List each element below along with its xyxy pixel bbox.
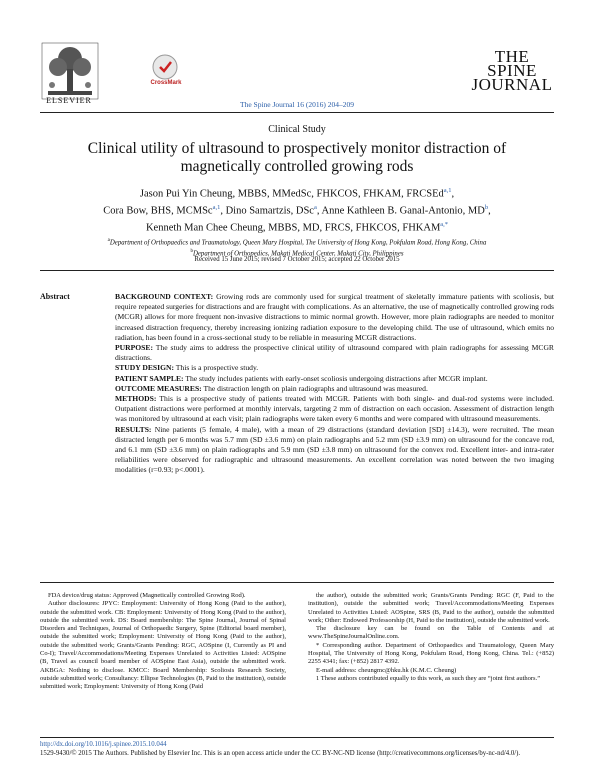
- footnote-email[interactable]: E-mail address: cheungmc@hku.hk (K.M.C. Cheung): [316, 666, 457, 674]
- bottom-divider: [40, 737, 554, 738]
- author-affil-sup[interactable]: a: [313, 204, 317, 211]
- author-name: Dino Samartzis, DSc: [225, 205, 314, 217]
- footnotes-right-column: [308, 592, 554, 683]
- abstract-section: OUTCOME MEASURES: The distraction length on plain radiographs and ultrasound was measured.: [115, 383, 428, 393]
- publisher-wordmark: ELSEVIER: [46, 96, 92, 105]
- author-name: Anne Kathleen B. Ganal-Antonio, MD: [321, 205, 485, 217]
- author-name: Jason Pui Yin Cheung, MBBS, MMedSc, FHKCOS, FHKAM, FRCSEd: [139, 188, 444, 200]
- affiliation-item: $^a$Department of Orthopaedics and Traumatology, Queen Mary Hospital, The University of Hong Kong, Pokfulam Road, Hong Kong, China: [107, 238, 487, 247]
- license-statement: 1529-9430/© 2015 The Authors. Published by Elsevier Inc. This is an open access article under the CC BY-NC-ND license (http://creativecommons.org/licenses/by-nc-nd/4.0/).: [40, 750, 521, 757]
- footnote-item: the author), outside the submitted work; Grants/Grants Pending: RGC (F, Paid to the institution), outside the submitted work; Travel/Accommodations/Meeting Expenses Unrelated to Activities Listed: AOSpine, SRS (B, Paid to the author), outside the submitted work; Other: Endowed Professorship (H, Paid to the institution), outside the submitted work.: [308, 592, 554, 624]
- abstract-section: PURPOSE: The study aims to address the prospective clinical utility of ultrasound compared with plain radiographs for assessing MCGR distractions.: [115, 343, 554, 363]
- title-line-1: Clinical utility of ultrasound to prospectively monitor distraction of: [87, 140, 507, 157]
- footnotes-left-column: [40, 592, 286, 692]
- footnote-item: The disclosure key can be found on the Table of Contents and at www.TheSpineJournalOnline.com.: [308, 625, 554, 641]
- author-affil-sup[interactable]: a,1: [212, 204, 221, 211]
- abstract-heading: Abstract: [40, 292, 70, 301]
- header-divider: [40, 112, 554, 113]
- footnote-item: Author disclosures: JPYC: Employment: University of Hong Kong (Paid to the author), outside the submitted work. CB: Employment: University of Hong Kong (Paid to the author), outside the submitted work. DS: Board membership: The Spine Journal, Journal of Spinal Disorders and Techniques, Journal of Orthopaedic Surgery, Spine (Editorial board member), outside the submitted work; Employment: University of Hong Kong (Paid to the author), outside the submitted work; Grants/Grants Pending: RGC, AOSpine (I, Currently as PI and Co-I); Travel/Accommodations/Meeting Expenses Unrelated to Activities Listed: AOSpine (B, Travel as council board member of AOSpine East Asia), outside the submitted work. AKBGA: Nothing to disclose. KMCC: Board Membership: Scoliosis Research Society, outside submitted work; Consultancy: Ellipse Technologies (B, Paid to the institution), outside submitted work; Employment: University of Hong Kong (Paid: [40, 600, 286, 691]
- journal-logo-line1: THE: [494, 47, 530, 66]
- abstract-section: METHODS: This is a prospective study of patients treated with MCGR. Patients with both single- and dual-rod systems were included. Outpatient distractions were performed at monthly intervals, targeting 2 mm of distraction on each occasion. Assessment of distraction length was monitored by ultrasound at each visit; plain radiographs were taken every 6 months and were compared with ultrasound measurements.: [115, 394, 554, 424]
- author-affil-sup[interactable]: a,1: [443, 187, 452, 194]
- footnote-item: 1 These authors contributed equally to this work, as such they are “joint first authors.”: [316, 674, 541, 682]
- journal-logo-line2: SPINE: [487, 61, 537, 80]
- author-name: Cora Bow, BHS, MCMSc: [103, 205, 213, 217]
- footnote-item: * Corresponding author. Department of Orthopaedics and Traumatology, Queen Mary Hospital, The University of Hong Kong, Pokfulam Road, Hong Kong, China. Tel.: (+852) 2255 4341; fax: (+852) 2817 4392.: [308, 641, 554, 666]
- received-dates: Received 15 June 2015; revised 7 October 2015; accepted 22 October 2015: [194, 256, 400, 263]
- article-title: [40, 140, 554, 176]
- author-list: Jason Pui Yin Cheung, MBBS, MMedSc, FHKCOS, FHKAM, FRCSEd$^{a,1}$, Cora Bow, BHS, MCMSc$^{a,1}$, Dino Samartzis, DSc$^a$, Anne Kathleen B. Ganal-Antonio, $MD^b$, Kenneth Man Chee Cheung, MBBS, MD, FRCS, FHKCOS, $FHKAM^{a,*}$: [103, 187, 491, 234]
- author-affil-sup[interactable]: a,*: [440, 221, 449, 228]
- abstract-body: [115, 292, 554, 476]
- journal-logo: [462, 47, 562, 94]
- author-name: Kenneth Man Chee Cheung, MBBS, MD, FRCS, FHKCOS, FHKAM: [145, 222, 441, 234]
- abstract-section: BACKGROUND CONTEXT: Growing rods are commonly used for surgical treatment of skeletally immature patients with scoliosis, but require repeated surgeries for distractions and are fraught with complications. As an alternative, the use of magnetically controlled growing rods (MCGR) allows for more frequent non-invasive distractions to mimic normal growth. However, more plain radiographs are needed to monitor increased distraction frequency, thereby increasing ionizing radiation exposure to the developing child. The use of ultrasound, which emits no radiation, has been found in a cross-sectional study to be reliable in measuring MCGR distractions.: [115, 292, 555, 342]
- abstract-section: PATIENT SAMPLE: The study includes patients with early-onset scoliosis undergoing distractions after MCGR implant.: [115, 373, 488, 383]
- crossmark-label[interactable]: CrossMark: [150, 80, 182, 86]
- journal-citation-link[interactable]: The Spine Journal 16 (2016) 204–209: [240, 100, 354, 109]
- author-affil-sup[interactable]: b: [484, 204, 489, 211]
- footnote-item: FDA device/drug status: Approved (Magnetically controlled Growing Rod).: [48, 592, 246, 599]
- abstract-section: RESULTS: Nine patients (5 female, 4 male), with a mean of 29 distractions (standard deviation [SD] ±14.3), were recruited. The mean distracted length per 6 months was 5.7 mm (SD ±3.6 mm) on plain radiographs and 5.2 mm (SD ±3.9 mm) on ultrasound for the concave rod, and 6.1 mm (SD ±3.6 mm) on plain radiographs and 5.9 mm (SD ±3.8 mm) on ultrasound for the convex rod. Excellent inter- and intra-rater reliabilities were observed for radiographic and ultrasound measurements. An excellent correlation was noted between the two imaging modalities (r=0.93; p<.0001).: [115, 424, 554, 475]
- affiliation-item: $^b$Department of Orthopedics, Makati Medical Center, Makati City, Philippines: [190, 249, 404, 258]
- doi-link[interactable]: http://dx.doi.org/10.1016/j.spinee.2015.10.044: [40, 741, 167, 748]
- crossmark-icon[interactable]: [152, 54, 178, 80]
- title-line-2: magnetically controlled growing rods: [180, 158, 414, 175]
- article-section: Clinical Study: [268, 124, 326, 135]
- journal-logo-line3: JOURNAL: [471, 75, 553, 94]
- footnote-divider: [40, 582, 554, 583]
- abstract-section: STUDY DESIGN: This is a prospective study.: [115, 363, 259, 373]
- abstract-divider: [40, 270, 554, 271]
